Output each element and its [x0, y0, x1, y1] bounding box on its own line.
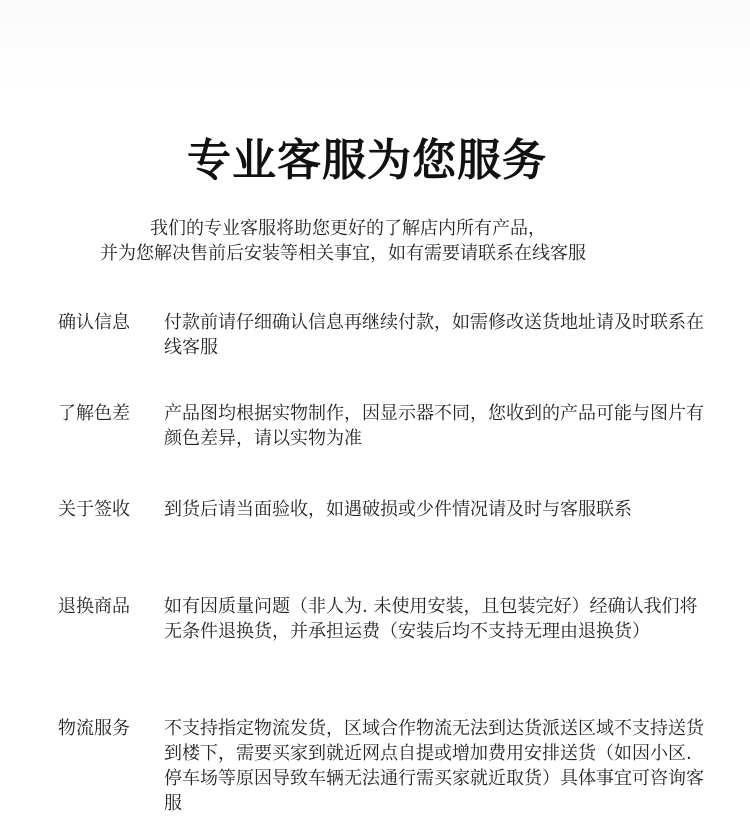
- service-item-label: 了解色差: [58, 403, 130, 424]
- service-item-text: 付款前请仔细确认信息再继续付款，如需修改送货地址请及时联系在线客服: [164, 312, 704, 358]
- service-item-label: 关于签收: [58, 499, 130, 520]
- service-item-text: 到货后请当面验收，如遇破损或少件情况请及时与客服联系: [164, 499, 632, 520]
- service-item-label: 确认信息: [58, 312, 130, 333]
- page-title: 专业客服为您服务: [187, 135, 547, 186]
- service-item-text: 如有因质量问题（非人为. 未使用安装，且包装完好）经确认我们将无条件退换货，并承担运费（安装后均不支持无理由退换货）: [164, 596, 698, 642]
- intro-line-1: 我们的专业客服将助您更好的了解店内所有产品，: [150, 218, 546, 239]
- intro-line-2: 并为您解决售前后安装等相关事宜，如有需要请联系在线客服: [100, 243, 586, 264]
- service-item-label: 退换商品: [58, 596, 130, 617]
- service-item-text: 产品图均根据实物制作，因显示器不同，您收到的产品可能与图片有颜色差异，请以实物为准: [164, 403, 704, 449]
- service-item-text: 不支持指定物流发货，区域合作物流无法到达货派送区域不支持送货到楼下，需要买家到就近网点自提或增加费用安排送货（如因小区. 停车场等原因导致车辆无法通行需买家就近取货）具体事宜可咨询客服: [164, 718, 704, 814]
- intro-paragraph: [0, 216, 750, 266]
- service-item-label: 物流服务: [58, 718, 130, 739]
